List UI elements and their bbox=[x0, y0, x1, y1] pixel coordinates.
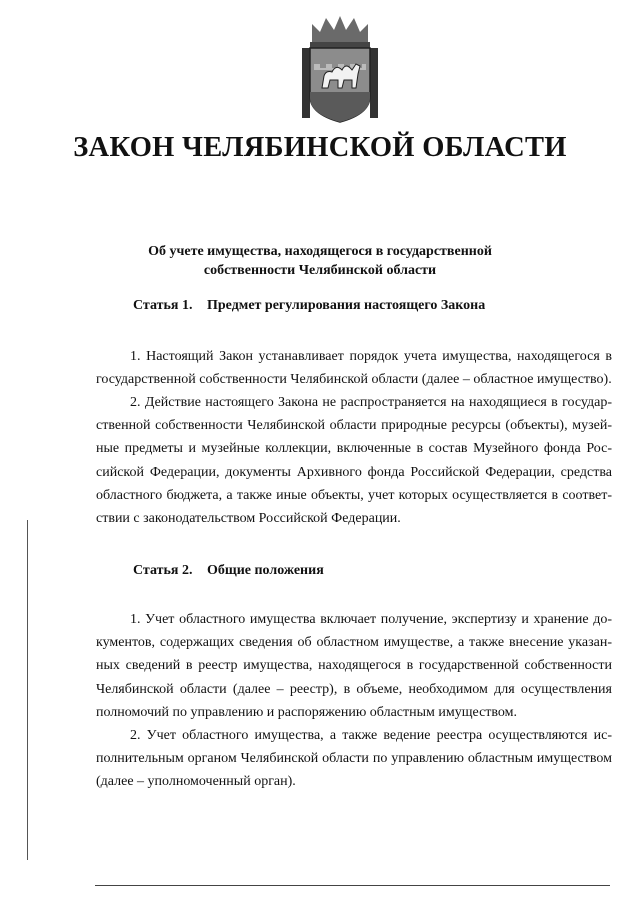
text-line: 2. Учет областного имущества, а также ведение реестра осуществляются ис- bbox=[130, 728, 612, 743]
article-2-paragraph-1 bbox=[96, 608, 612, 724]
article-1-paragraph-2 bbox=[96, 391, 612, 530]
law-title: ЗАКОН ЧЕЛЯБИНСКОЙ ОБЛАСТИ bbox=[73, 132, 567, 163]
text-line: Челябинской области (далее – реестр), в объеме, необходимом для осуществления bbox=[96, 681, 612, 697]
law-subtitle bbox=[0, 242, 640, 280]
article-2-heading bbox=[133, 563, 324, 579]
text-line: ствии с законодательством Российской Федерации. bbox=[96, 510, 401, 526]
text-line: ные предметы и музейные коллекции, включенные в состав Музейного фонда Рос- bbox=[96, 441, 612, 457]
text-line: 1. Настоящий Закон устанавливает порядок учета имущества, находящегося в bbox=[130, 349, 612, 364]
article-number: Статья 2. bbox=[133, 563, 193, 578]
text-line: 1. Учет областного имущества включает получение, экспертизу и хранение до- bbox=[130, 612, 612, 627]
text-line: государственной собственности Челябинской области (далее – областное имущество). bbox=[96, 372, 612, 388]
text-line: 2. Действие настоящего Закона не распространяется на находящиеся в государ- bbox=[130, 395, 612, 410]
article-2-paragraph-2 bbox=[96, 724, 612, 794]
text-line: ных сведений в реестр имущества, находящегося в государственной собственности bbox=[96, 658, 612, 674]
subtitle-line: собственности Челябинской области bbox=[203, 263, 437, 278]
text-line: кументов, содержащих сведения об областном имуществе, а также внесение указан- bbox=[96, 635, 612, 651]
text-line: полнительным органом Челябинской области по управлению областным имуществом bbox=[96, 751, 612, 767]
text-line: (далее – уполномоченный орган). bbox=[96, 774, 296, 790]
scan-left-edge-line bbox=[27, 520, 28, 860]
article-1-paragraph-1 bbox=[96, 345, 612, 391]
article-number: Статья 1. bbox=[133, 298, 193, 313]
text-line: полномочий по управлению и распоряжению областным имуществом. bbox=[96, 704, 518, 720]
text-line: сийской Федерации, документы Архивного фонда Российской Федерации, средства bbox=[96, 464, 612, 480]
text-line: ственной собственности Челябинской области природные ресурсы (объекты), музей- bbox=[96, 418, 612, 434]
article-title: Общие положения bbox=[207, 563, 324, 578]
article-1-heading bbox=[133, 298, 485, 314]
text-line: областного бюджета, а также иные объекты, учет которых осуществляется в соответ- bbox=[96, 487, 612, 503]
subtitle-line: Об учете имущества, находящегося в государственной bbox=[148, 244, 492, 259]
article-title: Предмет регулирования настоящего Закона bbox=[207, 298, 486, 313]
chelyabinsk-coat-of-arms-icon bbox=[298, 14, 382, 124]
scan-bottom-line bbox=[95, 885, 610, 886]
